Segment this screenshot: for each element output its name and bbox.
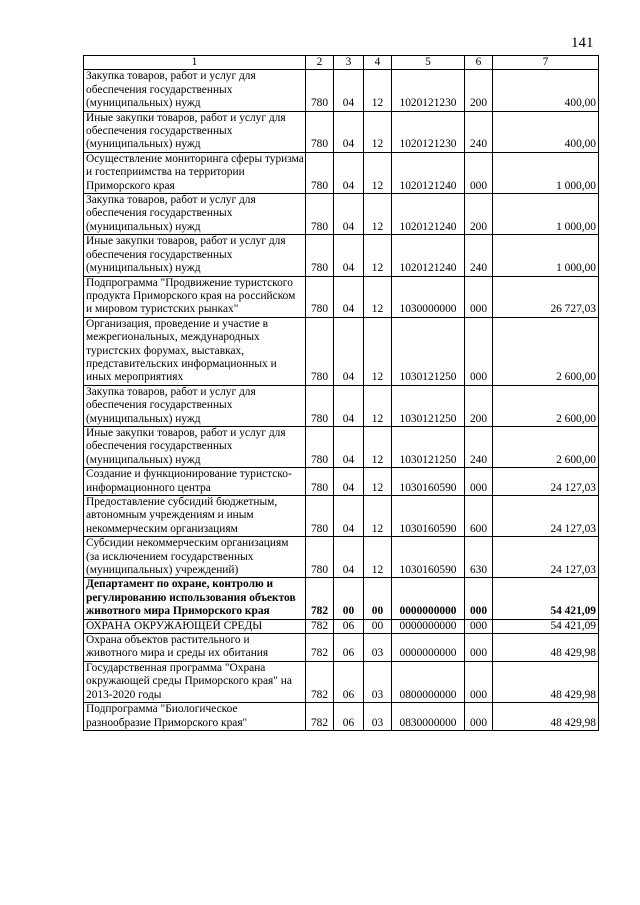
row-subsection-cell: 12 (364, 235, 392, 276)
row-target-article-cell: 1030121250 (392, 385, 465, 426)
row-expense-type-cell: 000 (465, 661, 493, 702)
row-amount-cell: 54 421,09 (493, 619, 599, 633)
row-subsection-cell: 12 (364, 468, 392, 496)
row-expense-type-cell: 630 (465, 537, 493, 578)
row-code-cell: 780 (306, 70, 334, 111)
row-code-cell: 780 (306, 468, 334, 496)
row-code-cell: 780 (306, 152, 334, 193)
row-amount-cell: 1 000,00 (493, 194, 599, 235)
row-target-article-cell: 1030160590 (392, 496, 465, 537)
column-header: 1 (84, 56, 306, 70)
row-section-cell: 00 (334, 578, 364, 619)
row-target-article-cell: 1030160590 (392, 537, 465, 578)
table-row (84, 537, 599, 578)
row-name-cell: Подпрограмма "Продвижение туристского продукта Приморского края на российском и мировом туристских рынках" (84, 276, 306, 317)
table-row (84, 276, 599, 317)
row-section-cell: 04 (334, 152, 364, 193)
row-amount-cell: 24 127,03 (493, 496, 599, 537)
row-code-cell: 782 (306, 661, 334, 702)
row-section-cell: 04 (334, 70, 364, 111)
row-code-cell: 780 (306, 385, 334, 426)
row-name-cell: Осуществление мониторинга сферы туризма и гостеприимства на территории Приморского края (84, 152, 306, 193)
table-row (84, 194, 599, 235)
row-subsection-cell: 03 (364, 661, 392, 702)
row-section-cell: 04 (334, 537, 364, 578)
row-amount-cell: 26 727,03 (493, 276, 599, 317)
row-name-cell: Охрана объектов растительного и животного мира и среды их обитания (84, 634, 306, 662)
row-section-cell: 04 (334, 468, 364, 496)
row-target-article-cell: 1030000000 (392, 276, 465, 317)
row-expense-type-cell: 000 (465, 468, 493, 496)
row-code-cell: 782 (306, 578, 334, 619)
table-row (84, 634, 599, 662)
column-header: 3 (334, 56, 364, 70)
row-expense-type-cell: 000 (465, 317, 493, 385)
row-expense-type-cell: 000 (465, 619, 493, 633)
row-subsection-cell: 12 (364, 194, 392, 235)
row-section-cell: 04 (334, 385, 364, 426)
row-target-article-cell: 0000000000 (392, 578, 465, 619)
row-name-cell: ОХРАНА ОКРУЖАЮЩЕЙ СРЕДЫ (84, 619, 306, 633)
row-subsection-cell: 12 (364, 70, 392, 111)
row-expense-type-cell: 200 (465, 194, 493, 235)
row-target-article-cell: 1020121230 (392, 70, 465, 111)
page-number: 141 (571, 35, 594, 51)
row-name-cell: Иные закупки товаров, работ и услуг для обеспечения государственных (муниципальных) нужд (84, 235, 306, 276)
row-section-cell: 06 (334, 661, 364, 702)
row-target-article-cell: 1020121230 (392, 111, 465, 152)
row-code-cell: 782 (306, 703, 334, 731)
row-subsection-cell: 12 (364, 317, 392, 385)
row-amount-cell: 1 000,00 (493, 152, 599, 193)
row-name-cell: Предоставление субсидий бюджетным, автономным учреждениям и иным некоммерческим организациям (84, 496, 306, 537)
table-row (84, 385, 599, 426)
table-row (84, 111, 599, 152)
row-amount-cell: 400,00 (493, 70, 599, 111)
column-header: 5 (392, 56, 465, 70)
row-target-article-cell: 0000000000 (392, 634, 465, 662)
row-expense-type-cell: 000 (465, 578, 493, 619)
row-amount-cell: 2 600,00 (493, 385, 599, 426)
row-name-cell: Закупка товаров, работ и услуг для обеспечения государственных (муниципальных) нужд (84, 385, 306, 426)
row-section-cell: 04 (334, 276, 364, 317)
row-target-article-cell: 0000000000 (392, 619, 465, 633)
row-subsection-cell: 12 (364, 152, 392, 193)
row-name-cell: Департамент по охране, контролю и регулированию использования объектов животного мира Приморского края (84, 578, 306, 619)
table-row (84, 426, 599, 467)
row-subsection-cell: 00 (364, 578, 392, 619)
row-amount-cell: 54 421,09 (493, 578, 599, 619)
table-row (84, 496, 599, 537)
row-expense-type-cell: 000 (465, 634, 493, 662)
table-row (84, 152, 599, 193)
row-target-article-cell: 1030121250 (392, 317, 465, 385)
row-target-article-cell: 1030160590 (392, 468, 465, 496)
table-row (84, 661, 599, 702)
row-amount-cell: 400,00 (493, 111, 599, 152)
row-code-cell: 780 (306, 537, 334, 578)
row-code-cell: 782 (306, 619, 334, 633)
table-header-row (84, 56, 599, 70)
row-expense-type-cell: 240 (465, 235, 493, 276)
row-code-cell: 780 (306, 111, 334, 152)
row-section-cell: 04 (334, 496, 364, 537)
row-target-article-cell: 1020121240 (392, 235, 465, 276)
row-amount-cell: 2 600,00 (493, 426, 599, 467)
row-amount-cell: 24 127,03 (493, 468, 599, 496)
row-subsection-cell: 12 (364, 276, 392, 317)
row-section-cell: 04 (334, 235, 364, 276)
row-amount-cell: 48 429,98 (493, 661, 599, 702)
row-expense-type-cell: 200 (465, 385, 493, 426)
row-subsection-cell: 03 (364, 634, 392, 662)
row-section-cell: 06 (334, 619, 364, 633)
column-header: 6 (465, 56, 493, 70)
row-expense-type-cell: 600 (465, 496, 493, 537)
row-name-cell: Закупка товаров, работ и услуг для обеспечения государственных (муниципальных) нужд (84, 70, 306, 111)
row-name-cell: Иные закупки товаров, работ и услуг для обеспечения государственных (муниципальных) нужд (84, 111, 306, 152)
row-name-cell: Создание и функционирование туристско-информационного центра (84, 468, 306, 496)
table-row (84, 578, 599, 619)
row-code-cell: 780 (306, 496, 334, 537)
row-expense-type-cell: 200 (465, 70, 493, 111)
row-subsection-cell: 00 (364, 619, 392, 633)
row-name-cell: Подпрограмма "Биологическое разнообразие Приморского края" (84, 703, 306, 731)
row-section-cell: 04 (334, 194, 364, 235)
row-code-cell: 780 (306, 426, 334, 467)
row-target-article-cell: 0830000000 (392, 703, 465, 731)
row-code-cell: 780 (306, 194, 334, 235)
row-amount-cell: 48 429,98 (493, 634, 599, 662)
row-expense-type-cell: 000 (465, 276, 493, 317)
row-section-cell: 04 (334, 317, 364, 385)
row-expense-type-cell: 000 (465, 152, 493, 193)
row-code-cell: 780 (306, 235, 334, 276)
row-amount-cell: 24 127,03 (493, 537, 599, 578)
table-row (84, 317, 599, 385)
row-expense-type-cell: 000 (465, 703, 493, 731)
row-amount-cell: 48 429,98 (493, 703, 599, 731)
row-name-cell: Организация, проведение и участие в межрегиональных, международных туристских форумах, выставках, представительских информационных и иных мероприятиях (84, 317, 306, 385)
table-row (84, 468, 599, 496)
row-subsection-cell: 12 (364, 111, 392, 152)
row-section-cell: 06 (334, 703, 364, 731)
budget-table (83, 55, 599, 731)
column-header: 2 (306, 56, 334, 70)
table-row (84, 703, 599, 731)
row-target-article-cell: 1030121250 (392, 426, 465, 467)
row-name-cell: Иные закупки товаров, работ и услуг для обеспечения государственных (муниципальных) нужд (84, 426, 306, 467)
row-section-cell: 04 (334, 111, 364, 152)
row-section-cell: 06 (334, 634, 364, 662)
row-target-article-cell: 1020121240 (392, 152, 465, 193)
table-row (84, 70, 599, 111)
row-target-article-cell: 1020121240 (392, 194, 465, 235)
row-subsection-cell: 12 (364, 426, 392, 467)
table-row (84, 619, 599, 633)
row-name-cell: Закупка товаров, работ и услуг для обеспечения государственных (муниципальных) нужд (84, 194, 306, 235)
column-header: 7 (493, 56, 599, 70)
row-subsection-cell: 12 (364, 385, 392, 426)
row-subsection-cell: 03 (364, 703, 392, 731)
table-row (84, 235, 599, 276)
row-section-cell: 04 (334, 426, 364, 467)
row-subsection-cell: 12 (364, 537, 392, 578)
row-subsection-cell: 12 (364, 496, 392, 537)
row-amount-cell: 2 600,00 (493, 317, 599, 385)
row-target-article-cell: 0800000000 (392, 661, 465, 702)
row-expense-type-cell: 240 (465, 111, 493, 152)
row-expense-type-cell: 240 (465, 426, 493, 467)
row-code-cell: 782 (306, 634, 334, 662)
column-header: 4 (364, 56, 392, 70)
row-name-cell: Субсидии некоммерческим организациям (за исключением государственных (муниципальных) учреждений) (84, 537, 306, 578)
row-code-cell: 780 (306, 317, 334, 385)
row-code-cell: 780 (306, 276, 334, 317)
row-amount-cell: 1 000,00 (493, 235, 599, 276)
row-name-cell: Государственная программа "Охрана окружающей среды Приморского края" на 2013-2020 годы (84, 661, 306, 702)
